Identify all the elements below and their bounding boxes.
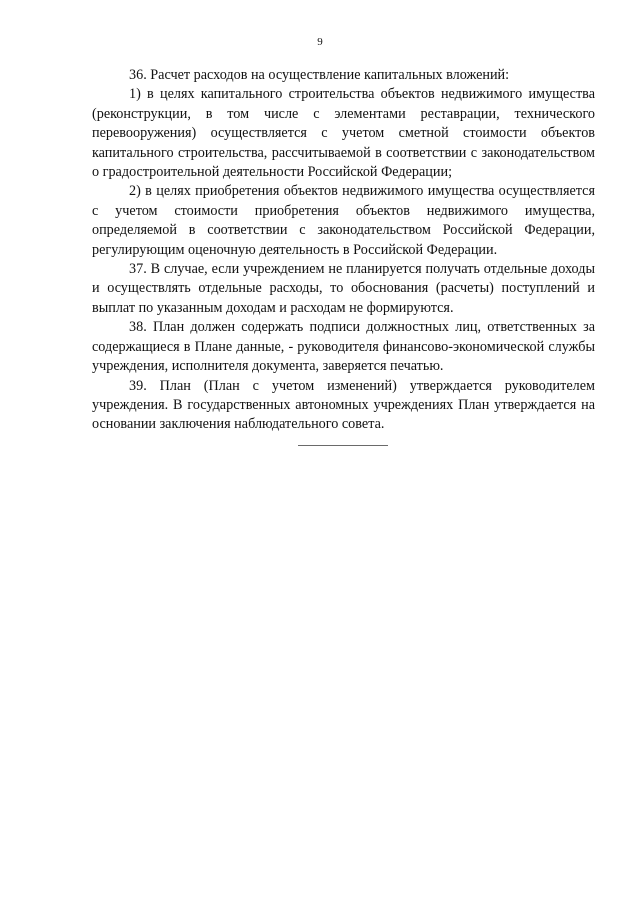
end-separator-line — [298, 445, 388, 446]
paragraph-38: 38. План должен содержать подписи должностных лиц, ответственных за содержащиеся в Плане данные, - руководителя финансово-экономической службы учреждения, исполнителя документа, заверяется печатью. — [92, 319, 595, 375]
page-number: 9 — [317, 36, 323, 48]
paragraph-36-item-1: 1) в целях капитального строительства объектов недвижимого имущества (реконструкции, в том числе с элементами реставрации, технического перевооружения) осуществляется с учетом сметной стоимости объектов капитального строительства, рассчитываемой в соответствии с законодательством о градостроительной деятельности Российской Федерации; — [92, 86, 595, 181]
paragraph-36-item-2: 2) в целях приобретения объектов недвижимого имущества осуществляется с учетом стоимости приобретения объектов недвижимого имущества, определяемой в соответствии с законодательством Российской Федерации, регулирующим оценочную деятельность в Российской Федерации. — [92, 183, 595, 258]
paragraph-37: 37. В случае, если учреждением не планируется получать отдельные доходы и осуществлять отдельные расходы, то обоснования (расчеты) поступлений и выплат по указанным доходам и расходам не формируются. — [92, 261, 595, 316]
paragraph-36: 36. Расчет расходов на осуществление капитальных вложений: — [129, 67, 510, 83]
document-body — [92, 66, 595, 435]
paragraph-39: 39. План (План с учетом изменений) утверждается руководителем учреждения. В государственных автономных учреждениях План утверждается на основании заключения наблюдательного совета. — [92, 377, 595, 433]
